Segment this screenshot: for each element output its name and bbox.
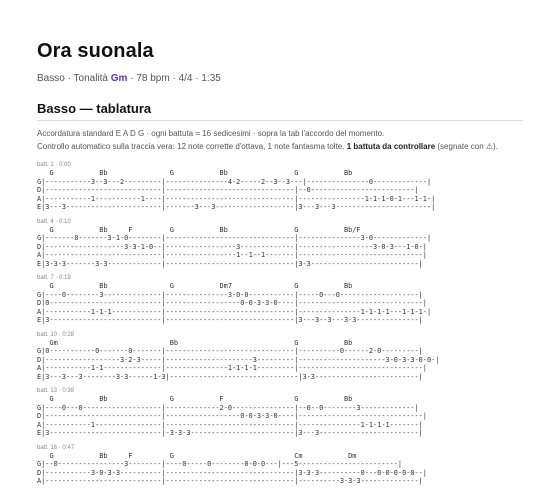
tab-string-a: A|----------------------------|-----------------1--1--1-------|------------------------------| [37, 251, 427, 259]
tab-string-a: A|-----------1----------------|-------------------------------|---------------1-1-1-1-------| [37, 420, 423, 429]
section-description [37, 128, 523, 153]
tab-chords: Gm Bb G Bb [37, 338, 353, 347]
song-meta: Basso · Tonalità Gm · 78 bpm · 4/4 · 1:35 [37, 73, 221, 84]
system-label: batt. 1 · 0:00 [37, 162, 71, 168]
section-title: Basso — tablatura [37, 101, 152, 116]
instrument-label: Basso [37, 73, 65, 84]
tab-string-d: D|-----------3-0-3-3----------|-------------------------------|3-3-3----------0---0-0-0-0-0--| [37, 468, 427, 477]
tab-chords: G Bb F G Bb G Bb/F [37, 225, 361, 234]
system-label: batt. 7 · 0:19 [37, 275, 71, 281]
system-label: batt. 13 · 0:38 [37, 388, 75, 394]
desc-text: Controllo automatico sulla traccia vera: 12 note corrette d'ottava, 1 note fantasma tolte. [37, 141, 347, 151]
system-label: batt. 4 · 0:10 [37, 218, 71, 225]
tab-string-a: A|----------------------------|-------------------------------|----------3-3-3--------------| [37, 477, 423, 485]
tab-string-g: G|--0----------------3--------|----0-----0--------0-0-0---|---5------------------------| [37, 460, 403, 468]
time-signature: 4/4 [178, 73, 193, 84]
system-label: batt. 16 · 0:47 [37, 444, 75, 451]
desc-tail: (segnate con ⚠). [435, 141, 498, 151]
tab-system [37, 274, 523, 325]
tab-system [37, 161, 523, 212]
tab-system [37, 444, 523, 486]
tab-chords: G Bb F G Cm Dm [37, 451, 357, 460]
tab-string-d: D|-------------------3-3-1-0--|-----------------3-------------|------------------3-0-3---1-0-| [37, 242, 427, 251]
tab-string-e: E|3---------------------------|-3-3-3-------------------------|3---3------------------------| [37, 429, 423, 437]
tab-string-g: G|0-----------0-------0-------|-------------------------------|----------0------2-0---------| [37, 347, 423, 355]
tab-chords: G Bb G F G Bb [37, 395, 353, 403]
bpm-value: 78 bpm [136, 73, 170, 84]
tab-string-g: G|----0---0-------------------|-------------2-0---------------|--0--0--------3-------------| [37, 403, 419, 412]
tab-system [37, 331, 523, 382]
tab-string-e: E|3-3-3-------3-3-------------|-------------------------------|3-3--------------------------| [37, 259, 423, 268]
tab-chords: G Bb G Dm7 G Bb [37, 282, 353, 290]
desc-line-2 [37, 141, 523, 154]
tab-string-g: G|-----------3--3---2---------|---------------4-2-----2--3--3---|---------------0-------------| [37, 177, 432, 186]
tab-string-a: A|-----------1-----------1----|-------------------------------|----------------1-1-1-0-1---1-1-| [37, 194, 436, 203]
tab-chords: G Bb G Bb G Bb [37, 169, 353, 177]
section-divider [37, 120, 523, 121]
tab-string-a: A|-----------1-1--------------|---------------1-1-1-1---------|------------------------------| [37, 364, 427, 372]
song-title: Ora suonala [37, 40, 154, 62]
key-link[interactable]: Gm [110, 73, 128, 84]
tab-string-d: D|0---------------------------|------------------0-0-3-3-0----|------------------------------| [37, 299, 427, 307]
key-label: Tonalità [73, 73, 108, 84]
desc-line-1: Accordatura standard E A D G · ogni battuta = 16 sedicesimi · sopra la tab l'accordo del momento. [37, 129, 385, 138]
system-label: batt. 10 · 0:28 [37, 331, 75, 338]
tab-string-d: D|----------------------------|------------------0-0-3-3-0----|------------------------------| [37, 412, 427, 420]
duration: 1:35 [201, 73, 221, 84]
tab-string-d: D|------------------3-2-3-----|---------------------3---------|---------------------3-0-3-3-0-0-| [37, 355, 440, 364]
tab-string-e: E|3---3---3--------3-3------1-3|-------------------------------|3-3-------------------------| [37, 372, 423, 381]
tab-string-e: E|3---3-----------------------|-------3---3-------------------|3---3---3-----------------------| [37, 203, 436, 211]
tab-string-g: G|-------0-------3-1-0--------|-------------------------------|---------------3-0-------------| [37, 234, 432, 242]
tab-string-a: A|-----------1-1-1------------|-------------------------------|---------------1-1-1-1---1-1-1-| [37, 307, 432, 316]
tab-string-d: D|----------------------------|-------------------------------|--0-------------------------| [37, 186, 419, 194]
tab-string-e: E|3---------------------------|-------------------------------|3---3--3---3-3---------------| [37, 316, 423, 324]
bars-to-check: 1 battuta da controllare [346, 141, 436, 151]
tab-system [37, 218, 523, 269]
tab-system [37, 387, 523, 438]
tab-string-g: G|----0--------3--------------|---------------3-0-0-----------|-----0---0-------------------| [37, 290, 423, 299]
